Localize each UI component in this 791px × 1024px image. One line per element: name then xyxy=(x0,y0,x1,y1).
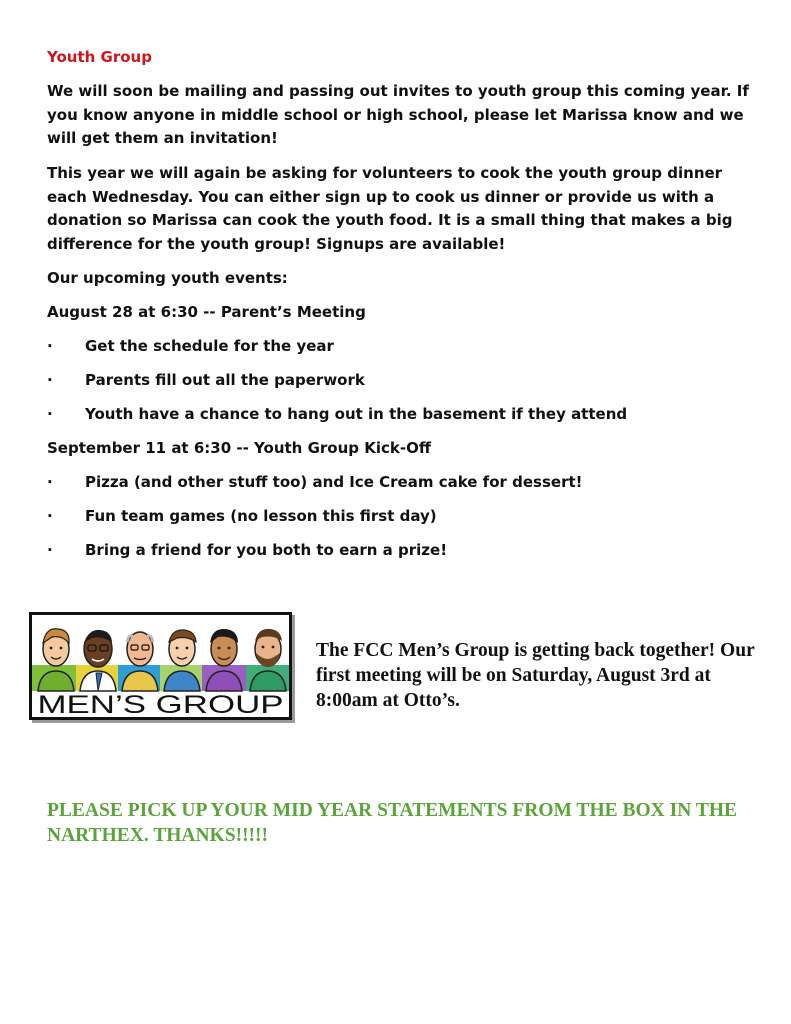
list-item-text: Youth have a chance to hang out in the basement if they attend xyxy=(85,405,628,423)
man-face-icon xyxy=(164,630,200,691)
man-face-icon xyxy=(250,629,286,691)
mens-group-logo xyxy=(29,612,292,720)
man-face-icon xyxy=(122,632,158,691)
list-item-text: Parents fill out all the paperwork xyxy=(85,371,365,389)
man-face-icon xyxy=(38,629,74,691)
youth-group-title: Youth Group xyxy=(47,48,152,66)
events-heading: Our upcoming youth events: xyxy=(47,269,288,287)
mens-group-illustration xyxy=(32,615,289,717)
list-item-text: Bring a friend for you both to earn a prize! xyxy=(85,541,448,559)
bullet-icon: · xyxy=(47,405,53,423)
event-kickoff-title: September 11 at 6:30 -- Youth Group Kick-Off xyxy=(47,439,431,457)
bullet-icon: · xyxy=(47,473,53,491)
man-face-icon xyxy=(206,629,242,691)
list-item-text: Fun team games (no lesson this first day) xyxy=(85,507,437,525)
statements-notice: PLEASE PICK UP YOUR MID YEAR STATEMENTS FROM THE BOX IN THE NARTHEX. THANKS!!!!! xyxy=(47,800,737,846)
man-face-icon xyxy=(80,630,116,691)
bullet-icon: · xyxy=(47,541,53,559)
youth-dinner-paragraph: This year we will again be asking for volunteers to cook the youth group dinner each Wednesday. You can either sign up to cook us dinner or provide us with a donation so Marissa can cook the youth food. It is a small thing that makes a big difference for the youth group! Signups are available! xyxy=(47,164,733,253)
list-item-text: Get the schedule for the year xyxy=(85,337,334,355)
list-item-text: Pizza (and other stuff too) and Ice Cream cake for dessert! xyxy=(85,473,583,491)
event-parents-meeting-title: August 28 at 6:30 -- Parent’s Meeting xyxy=(47,303,366,321)
mens-group-logo-text: MEN’S GROUP xyxy=(37,691,284,717)
bullet-icon: · xyxy=(47,337,53,355)
youth-invite-paragraph: We will soon be mailing and passing out invites to youth group this coming year. If you know anyone in middle school or high school, please let Marissa know and we will get them an invitation! xyxy=(47,82,749,147)
mens-group-announcement: The FCC Men’s Group is getting back together! Our first meeting will be on Saturday, August 3rd at 8:00am at Otto’s. xyxy=(316,640,755,711)
bullet-icon: · xyxy=(47,507,53,525)
bullet-icon: · xyxy=(47,371,53,389)
